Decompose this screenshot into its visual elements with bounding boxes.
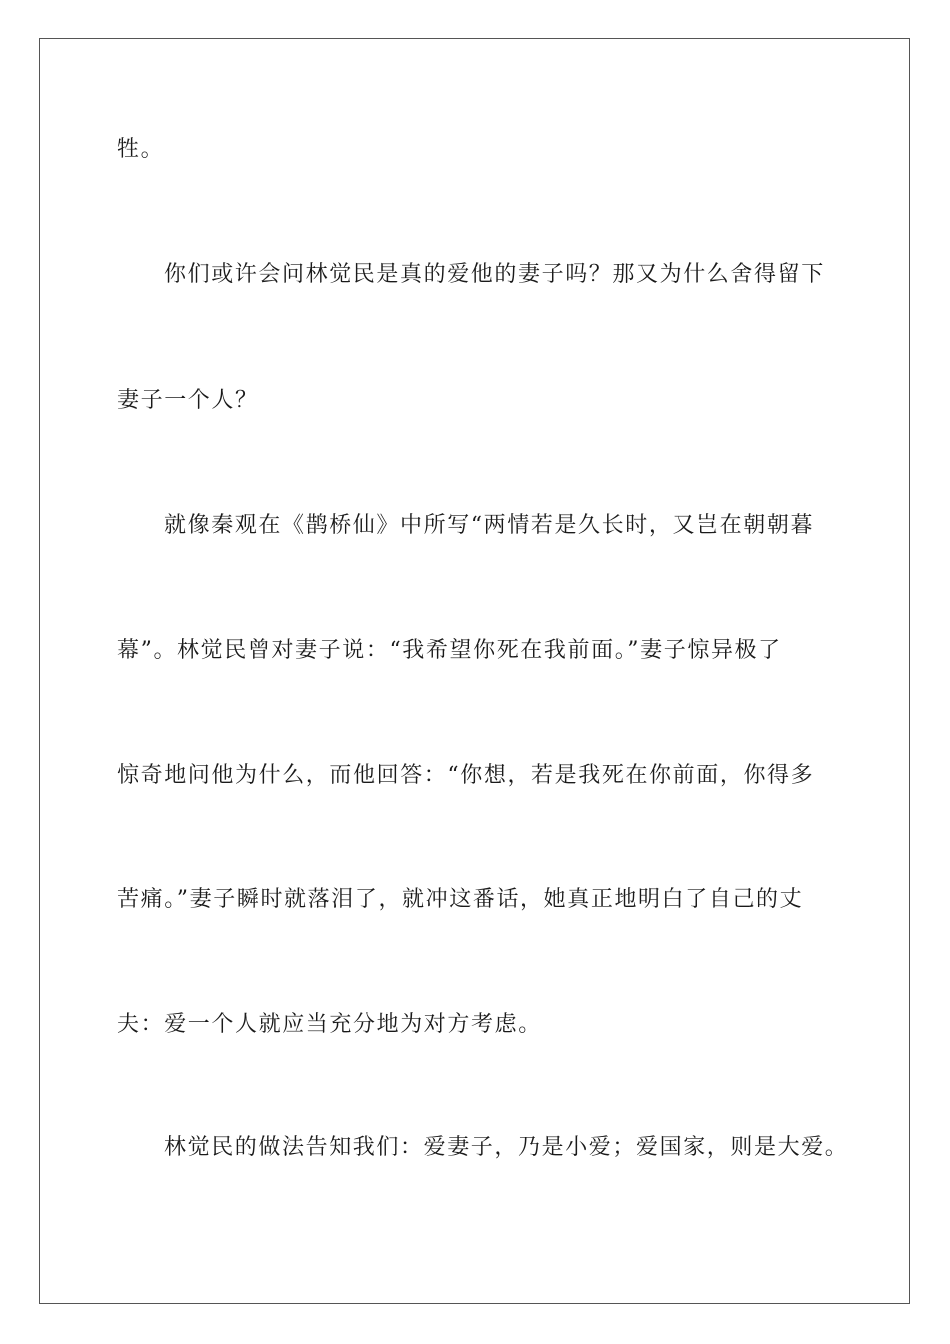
text-line: 苦痛。”妻子瞬时就落泪了，就冲这番话，她真正地明白了自己的丈: [117, 887, 804, 912]
text-line: 牲。: [117, 137, 165, 162]
text-line: 你们或许会问林觉民是真的爱他的妻子吗？那又为什么舍得留下: [164, 262, 825, 287]
text-line: 惊奇地问他为什么，而他回答：“你想，若是我死在你前面，你得多: [117, 763, 815, 788]
text-line: 妻子一个人？: [117, 388, 259, 413]
text-line: 夫：爱一个人就应当充分地为对方考虑。: [117, 1012, 542, 1037]
text-line: 林觉民的做法告知我们：爱妻子，乃是小爱；爱国家，则是大爱。: [164, 1135, 849, 1160]
text-line: 就像秦观在《鹊桥仙》中所写“两情若是久长时，又岂在朝朝暮: [164, 513, 815, 538]
page-border: [39, 38, 910, 1304]
text-line: 幕”。林觉民曾对妻子说：“我希望你死在我前面。”妻子惊异极了: [117, 638, 782, 663]
